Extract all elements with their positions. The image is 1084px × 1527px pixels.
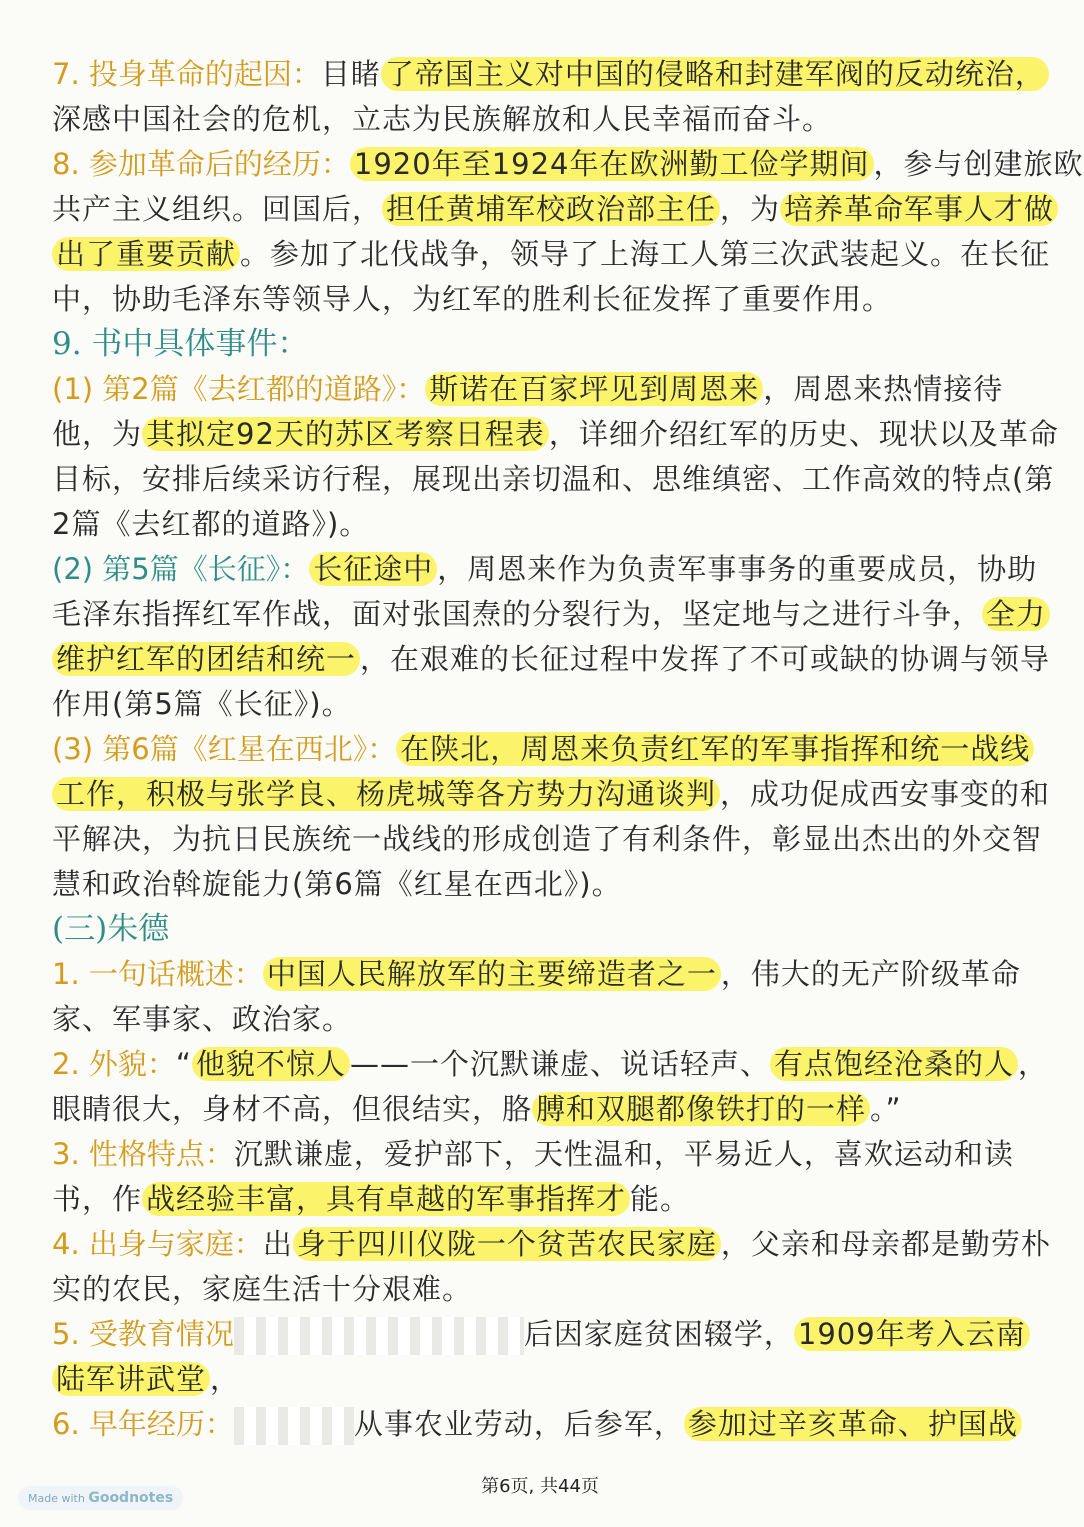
z1-line-2 xyxy=(52,997,1032,1042)
s7-line-1 xyxy=(52,52,1045,97)
z5-text-2: ， xyxy=(210,1362,241,1396)
e1-highlight-2: 其拟定92天的苏区考察日程表 xyxy=(142,417,549,451)
e2-line-4 xyxy=(52,682,1032,727)
e1-text-3: ，详细介绍红军的历史、现状以及革命 xyxy=(548,417,1059,451)
e1-line-2 xyxy=(52,412,1059,457)
z2-text-3: ， xyxy=(1017,1047,1048,1081)
z4-line-1 xyxy=(52,1222,1051,1267)
e1-text-2: 他，为 xyxy=(52,417,143,451)
e1-text-4: 目标，安排后续采访行程，展现出亲切温和、思维缜密、工作高效的特点(第 xyxy=(52,462,1055,496)
s8-line-1 xyxy=(52,142,1084,187)
z4-line-2 xyxy=(52,1267,1032,1312)
e2-highlight-2b: 维护红军的团结和统一 xyxy=(52,642,360,676)
z4-highlight: 身于四川仪陇一个贫苦农民家庭 xyxy=(293,1227,721,1261)
z1-text-2: 家、军事家、政治家。 xyxy=(52,1002,353,1036)
z3-highlight: 战经验丰富，具有卓越的军事指挥才 xyxy=(142,1182,630,1216)
e3-line-2 xyxy=(52,772,1051,817)
e2-line-1 xyxy=(52,547,1038,592)
s8-highlight-1: 1920年至1924年在欧洲勤工俭学期间 xyxy=(350,147,874,181)
z2-text-1: “ xyxy=(175,1047,192,1081)
z2-line-2 xyxy=(52,1087,1032,1132)
e2-line-2 xyxy=(52,592,1047,637)
page-indicator: 第6页, 共44页 xyxy=(481,1476,599,1497)
badge-made-with: Made with xyxy=(28,1492,85,1505)
z2-label: 2. 外貌： xyxy=(52,1047,176,1081)
z3-text-3: 能。 xyxy=(630,1182,691,1216)
e3-highlight-1a: 在陕北，周恩来负责红军的军事指挥和统一战线 xyxy=(396,732,1034,766)
s9-title-line xyxy=(52,322,1032,367)
z2-highlight-1: 他貌不惊人 xyxy=(192,1047,350,1081)
redacted-overlay xyxy=(234,1317,524,1355)
z3-line-2 xyxy=(52,1177,1032,1222)
s8-highlight-3b: 出了重要贡献 xyxy=(52,237,240,271)
s7-text: 目睹 xyxy=(320,57,381,91)
s8-text-5: 中，协助毛泽东等领导人，为红军的胜利长征发挥了重要作用。 xyxy=(52,282,893,316)
z2-text-5: 。” xyxy=(870,1092,902,1126)
e2-text-1: ，周恩来作为负责军事事务的重要成员，协助 xyxy=(437,552,1038,586)
z1-line-1 xyxy=(52,952,1032,997)
z3-text-1: 沉默谦虚，爱护部下，天性温和，平易近人，喜欢运动和读 xyxy=(233,1137,1014,1171)
z4-text-2: ，父亲和母亲都是勤劳朴 xyxy=(720,1227,1051,1261)
z6-highlight: 参加过辛亥革命、护国战 xyxy=(684,1407,1022,1441)
s7-label: 7. 投身革命的起因： xyxy=(52,57,321,91)
s8-highlight-2: 担任黄埔军校政治部主任 xyxy=(382,192,720,226)
s9-title: 9. 书中具体事件： xyxy=(52,326,309,362)
z5-text-1: 后因家庭贫困辍学， xyxy=(523,1317,794,1351)
e1-line-3 xyxy=(52,457,1055,502)
z1-label: 1. 一句话概述： xyxy=(52,957,263,991)
z6-line-1 xyxy=(52,1402,1032,1447)
z4-text-3: 实的农民，家庭生活十分艰难。 xyxy=(52,1272,473,1306)
goodnotes-badge xyxy=(18,1486,183,1510)
z5-label: 5. 受教育情况 xyxy=(52,1317,234,1351)
z3-label: 3. 性格特点： xyxy=(52,1137,234,1171)
part3-title-line xyxy=(52,907,1032,952)
notes-page xyxy=(52,52,1084,1447)
s8-text-4: 。参加了北伐战争，领导了上海工人第三次武装起义。在长征 xyxy=(240,237,1051,271)
z2-text-4: 眼睛很大，身材不高，但很结实，胳 xyxy=(52,1092,533,1126)
z3-line-1 xyxy=(52,1132,1032,1177)
redacted-overlay-2 xyxy=(234,1407,354,1445)
e2-line-3 xyxy=(52,637,1051,682)
z2-line-1 xyxy=(52,1042,1048,1087)
s8-line-2 xyxy=(52,187,1055,232)
s8-text-1: ，参与创建旅欧 xyxy=(873,147,1084,181)
z1-highlight: 中国人民解放军的主要缔造者之一 xyxy=(263,957,721,991)
z2-text-2: ——一个沉默谦虚、说话轻声、 xyxy=(349,1047,770,1081)
e3-text-2: 平解决，为抗日民族统一战线的形成创造了有利条件，彰显出杰出的外交智 xyxy=(52,822,1043,856)
s8-highlight-3a: 培养革命军事人才做 xyxy=(780,192,1058,226)
e3-line-4 xyxy=(52,862,1032,907)
z2-highlight-2: 有点饱经沧桑的人 xyxy=(770,1047,1018,1081)
z5-highlight-1b: 陆军讲武堂 xyxy=(52,1362,210,1396)
e3-line-3 xyxy=(52,817,1043,862)
z5-line-1 xyxy=(52,1312,1032,1357)
e2-highlight-2a: 全力 xyxy=(982,597,1050,631)
z2-highlight-3: 膊和双腿都像铁打的一样 xyxy=(532,1092,870,1126)
s8-line-4 xyxy=(52,277,1032,322)
e2-label: (2) 第5篇《长征》： xyxy=(52,552,310,586)
e3-highlight-1b: 工作，积极与张学良、杨虎城等各方势力沟通谈判 xyxy=(52,777,720,811)
s7-line-2 xyxy=(52,97,1032,142)
e1-highlight-1: 斯诺在百家坪见到周恩来 xyxy=(425,372,763,406)
e3-label: (3) 第6篇《红星在西北》： xyxy=(52,732,397,766)
e2-text-3: ，在艰难的长征过程中发挥了不可或缺的协调与领导 xyxy=(360,642,1051,676)
e2-highlight-1: 长征途中 xyxy=(309,552,437,586)
e1-line-4 xyxy=(52,502,1032,547)
e3-text-3: 慧和政治斡旋能力(第6篇《红星在西北》)。 xyxy=(52,867,622,901)
e1-text-5: 2篇《去红都的道路》)。 xyxy=(52,507,370,541)
e1-text-1: ，周恩来热情接待 xyxy=(763,372,1004,406)
badge-app-name: Goodnotes xyxy=(88,1490,174,1506)
z4-text-1: 出 xyxy=(262,1227,293,1261)
z3-text-2: 书，作 xyxy=(52,1182,143,1216)
e2-text-2: 毛泽东指挥红军作战，面对张国焘的分裂行为，坚定地与之进行斗争， xyxy=(52,597,983,631)
e3-text-1: ，成功促成西安事变的和 xyxy=(720,777,1051,811)
s8-text-2: 共产主义组织。回国后， xyxy=(52,192,383,226)
z6-text-1: 从事农业劳动，后参军， xyxy=(353,1407,684,1441)
e1-line-1 xyxy=(52,367,1032,412)
e2-text-4: 作用(第5篇《长征》)。 xyxy=(52,687,352,721)
z1-text-1: ，伟大的无产阶级革命 xyxy=(720,957,1021,991)
e3-line-1 xyxy=(52,727,1032,772)
s8-line-3 xyxy=(52,232,1051,277)
s7-highlight: 了帝国主义对中国的侵略和封建军阀的反动统治， xyxy=(381,57,1049,91)
z6-label: 6. 早年经历： xyxy=(52,1407,234,1441)
z5-line-2 xyxy=(52,1357,1032,1402)
s7-text-2: 深感中国社会的危机，立志为民族解放和人民幸福而奋斗。 xyxy=(52,102,833,136)
e1-label: (1) 第2篇《去红都的道路》： xyxy=(52,372,426,406)
z5-highlight-1a: 1909年考入云南 xyxy=(794,1317,1030,1351)
part3-title: (三)朱德 xyxy=(52,911,170,947)
s8-label: 8. 参加革命后的经历： xyxy=(52,147,350,181)
z4-label: 4. 出身与家庭： xyxy=(52,1227,263,1261)
s8-text-3: ，为 xyxy=(720,192,781,226)
